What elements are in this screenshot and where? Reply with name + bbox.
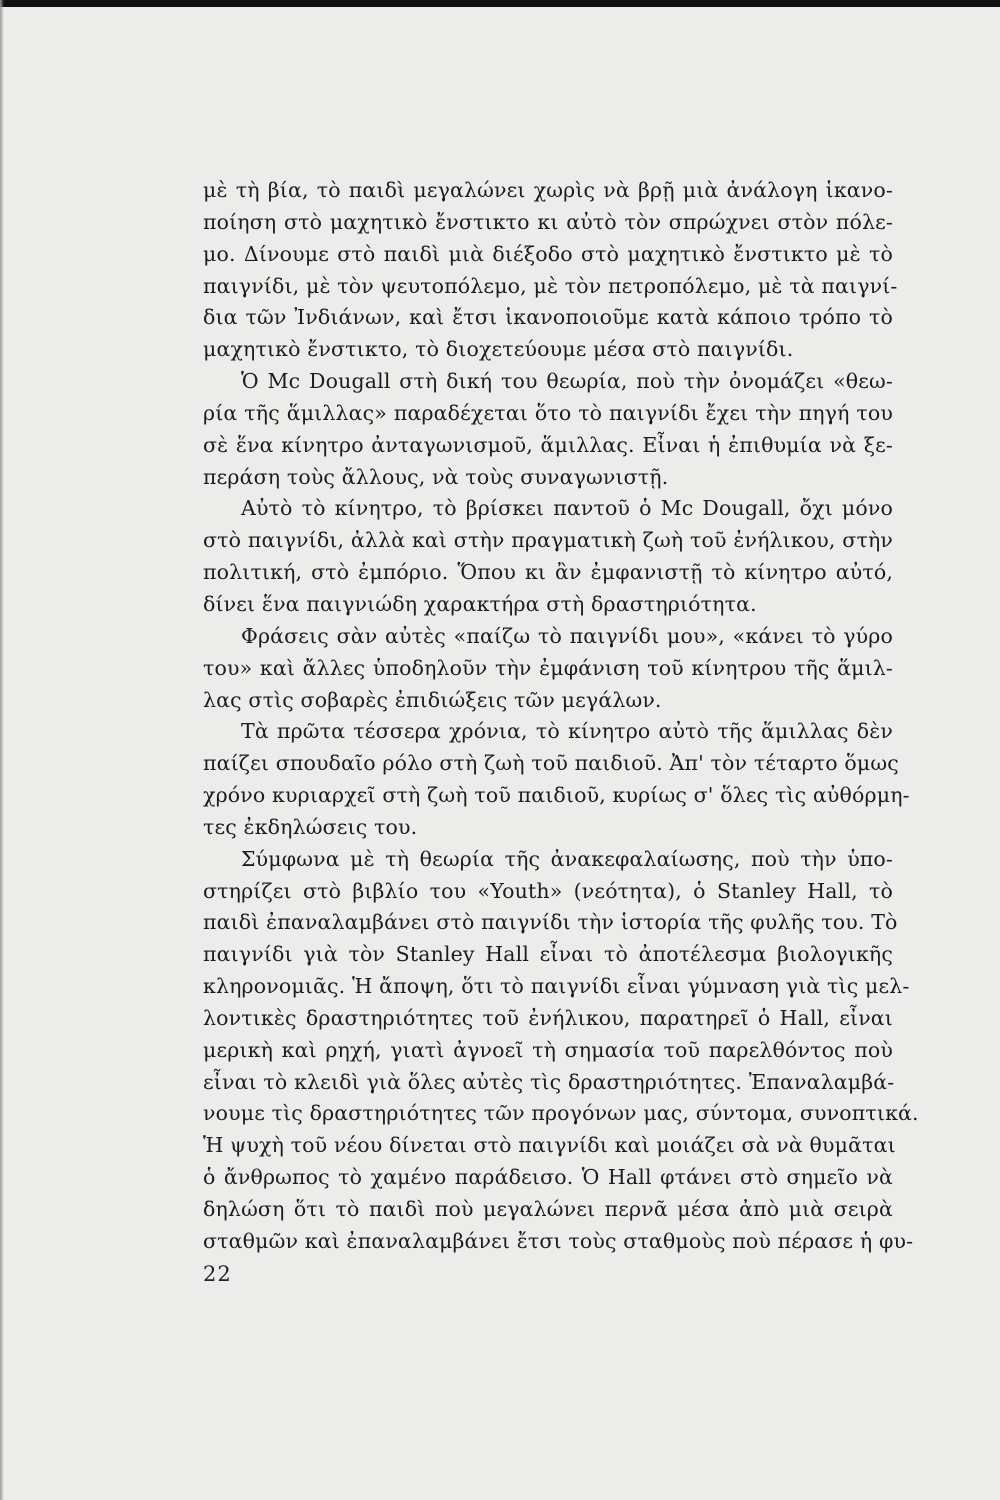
text-line: νουμε τὶς δραστηριότητες τῶν προγόνων μας, σύντομα, συνοπτικά. xyxy=(203,1101,919,1126)
text-line: ὁ ἄνθρωπος τὸ χαμένο παράδεισο. Ὁ Hall φτάνει στὸ σημεῖο νὰ xyxy=(203,1165,893,1190)
page-number: 22 xyxy=(203,1262,232,1286)
text-line: Φράσεις σὰν αὐτὲς «παίζω τὸ παιγνίδι μου», «κάνει τὸ γύρο xyxy=(241,623,893,648)
text-line: χρόνο κυριαρχεῖ στὴ ζωὴ τοῦ παιδιοῦ, κυρίως σ' ὅλες τὶς αὐθόρμη- xyxy=(203,783,910,808)
text-line: ποίηση στὸ μαχητικὸ ἔνστικτο κι αὐτὸ τὸν σπρώχνει στὸν πόλε- xyxy=(203,209,893,234)
text-line: λοντικὲς δραστηριότητες τοῦ ἐνήλικου, παρατηρεῖ ὁ Hall, εἶναι xyxy=(203,1005,893,1030)
text-line: μὲ τὴ βία, τὸ παιδὶ μεγαλώνει χωρὶς νὰ βρῇ μιὰ ἀνάλογη ἱκανο- xyxy=(203,178,893,202)
text-line: τες ἐκδηλώσεις του. xyxy=(203,814,418,839)
text-line: σὲ ἕνα κίνητρο ἀνταγωνισμοῦ, ἅμιλλας. Εἶναι ἡ ἐπιθυμία νὰ ξε- xyxy=(203,432,893,457)
text-line: παιγνίδι, μὲ τὸν ψευτοπόλεμο, μὲ τὸν πετροπόλεμο, μὲ τὰ παιγνί- xyxy=(203,273,898,298)
scan-edge-top xyxy=(0,0,1000,7)
text-line: ρία τῆς ἅμιλλας» παραδέχεται ὅτο τὸ παιγνίδι ἔχει τὴν πηγή του xyxy=(203,400,893,425)
text-line: Ὁ Mc Dougall στὴ δική του θεωρία, ποὺ τὴν ὀνομάζει «θεω- xyxy=(241,369,893,394)
text-line: μερικὴ καὶ ρηχή, γιατὶ ἀγνοεῖ τὴ σημασία τοῦ παρελθόντος ποὺ xyxy=(203,1037,893,1062)
text-line: Τὰ πρῶτα τέσσερα χρόνια, τὸ κίνητρο αὐτὸ τῆς ἅμιλλας δὲν xyxy=(241,719,893,744)
text-line: περάση τοὺς ἄλλους, νὰ τοὺς συναγωνιστῇ. xyxy=(203,464,669,489)
text-line: Αὐτὸ τὸ κίνητρο, τὸ βρίσκει παντοῦ ὁ Mc Dougall, ὄχι μόνο xyxy=(241,496,893,521)
text-line: παιδὶ ἐπαναλαμβάνει στὸ παιγνίδι τὴν ἱστορία τῆς φυλῆς του. Τὸ xyxy=(203,910,898,935)
text-line: κληρονομιᾶς. Ἡ ἄποψη, ὅτι τὸ παιγνίδι εἶναι γύμναση γιὰ τὶς μελ- xyxy=(203,974,910,999)
scan-edge-left xyxy=(0,0,4,1500)
text-line: λας στὶς σοβαρὲς ἐπιδιώξεις τῶν μεγάλων. xyxy=(203,687,662,712)
text-line: δίνει ἕνα παιγνιώδη χαρακτήρα στὴ δραστηριότητα. xyxy=(203,591,757,616)
text-line: σταθμῶν καὶ ἐπαναλαμβάνει ἔτσι τοὺς σταθμοὺς ποὺ πέρασε ἡ φυ- xyxy=(203,1228,914,1253)
text-line: του» καὶ ἄλλες ὑποδηλοῦν τὴν ἐμφάνιση τοῦ κίνητρου τῆς ἅμιλ- xyxy=(203,655,893,680)
text-line: παίζει σπουδαῖο ρόλο στὴ ζωὴ τοῦ παιδιοῦ. Ἀπ' τὸν τέταρτο ὅμως xyxy=(203,751,899,776)
text-line: Σύμφωνα μὲ τὴ θεωρία τῆς ἀνακεφαλαίωσης, ποὺ τὴν ὑπο- xyxy=(241,846,893,871)
text-line: παιγνίδι γιὰ τὸν Stanley Hall εἶναι τὸ ἀποτέλεσμα βιολογικῆς xyxy=(203,942,893,967)
text-line: Ἡ ψυχὴ τοῦ νέου δίνεται στὸ παιγνίδι καὶ μοιάζει σὰ νὰ θυμᾶται xyxy=(203,1133,896,1158)
text-line: εἶναι τὸ κλειδὶ γιὰ ὅλες αὐτὲς τὶς δραστηριότητες. Ἐπαναλαμβά- xyxy=(203,1069,895,1094)
text-line: μαχητικὸ ἔνστικτο, τὸ διοχετεύουμε μέσα στὸ παιγνίδι. xyxy=(203,337,794,362)
text-line: μο. Δίνουμε στὸ παιδὶ μιὰ διέξοδο στὸ μαχητικὸ ἔνστικτο μὲ τὸ xyxy=(203,241,893,266)
text-line: στὸ παιγνίδι, ἀλλὰ καὶ στὴν πραγματικὴ ζωὴ τοῦ ἐνήλικου, στὴν xyxy=(203,528,893,553)
body-text xyxy=(203,175,919,1258)
text-line: πολιτική, στὸ ἐμπόριο. Ὅπου κι ἂν ἐμφανιστῇ τὸ κίνητρο αὐτό, xyxy=(203,560,893,585)
text-line: στηρίζει στὸ βιβλίο του «Youth» (νεότητα), ὁ Stanley Hall, τὸ xyxy=(203,878,893,903)
text-line: δηλώση ὅτι τὸ παιδὶ ποὺ μεγαλώνει περνᾶ μέσα ἀπὸ μιὰ σειρὰ xyxy=(203,1197,893,1221)
text-line: δια τῶν Ἰνδιάνων, καὶ ἔτσι ἱκανοποιοῦμε κατὰ κάποιο τρόπο τὸ xyxy=(203,305,893,330)
